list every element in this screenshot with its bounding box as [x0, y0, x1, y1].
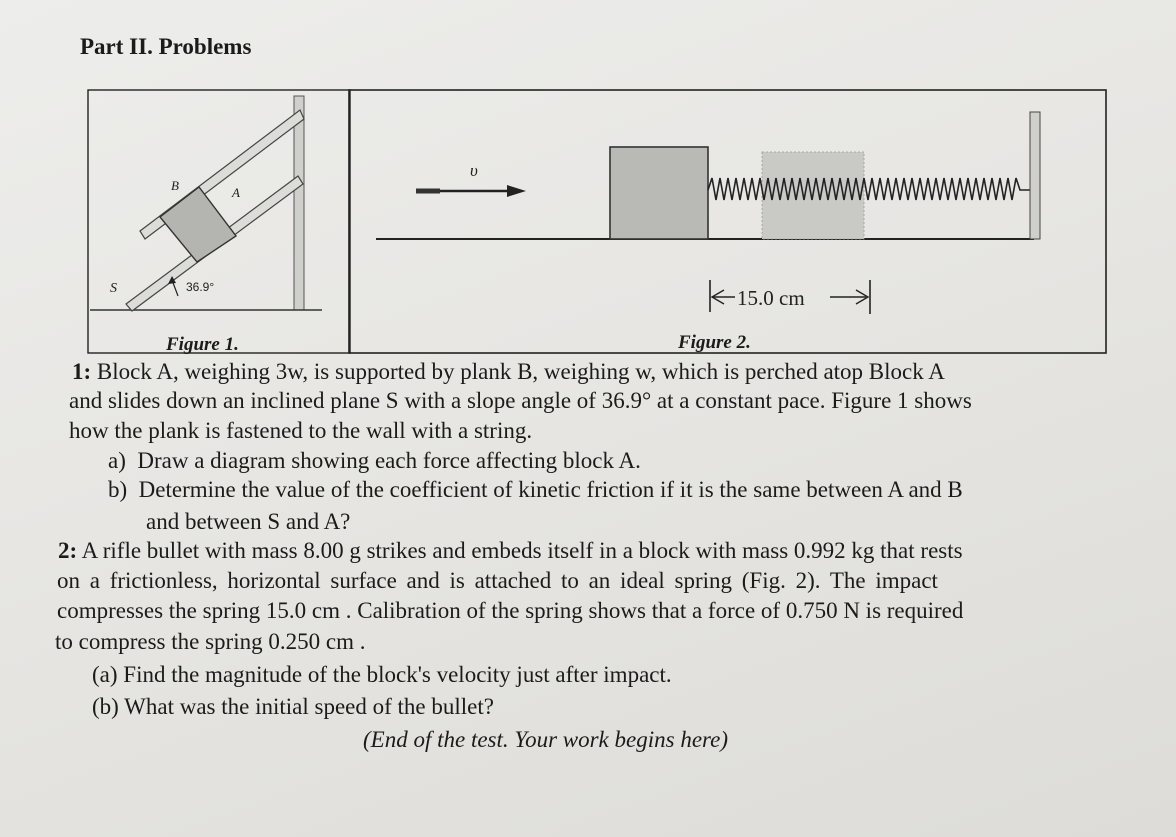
label-a: A: [232, 185, 240, 200]
block-a: [160, 187, 236, 262]
problem1-line3: how the plank is fastened to the wall with a string.: [69, 418, 533, 443]
angle-label: 36.9°: [186, 280, 215, 294]
end-note: (End of the test. Your work begins here): [363, 727, 728, 752]
problem2-part-a: (a) Find the magnitude of the block's velocity just after impact.: [92, 662, 672, 687]
spring: [708, 178, 1030, 200]
problem1-part-a: a) Draw a diagram showing each force affecting block A.: [108, 448, 641, 473]
problem1-line1: 1: Block A, weighing 3w, is supported by plank B, weighing w, which is perched atop Block A: [72, 359, 945, 384]
problem1-part-b-cont: and between S and A?: [146, 509, 351, 534]
section-heading: Part II. Problems: [80, 34, 252, 59]
wall: [294, 96, 304, 310]
figure1-caption: Figure 1.: [166, 334, 239, 355]
figure2-frame: [349, 90, 1106, 353]
target-block: [610, 147, 708, 239]
velocity-label: υ: [470, 161, 478, 180]
dimension-label: 15.0 cm: [737, 286, 805, 310]
problem2-part-b: (b) What was the initial speed of the bullet?: [92, 694, 494, 719]
problem1-line2: and slides down an inclined plane S with a slope angle of 36.9° at a constant pace. Figure 1 shows: [69, 388, 972, 413]
problem2-line2: on a frictionless, horizontal surface and is attached to an ideal spring (Fig. 2). The impact: [57, 568, 938, 593]
problem2-line3: compresses the spring 15.0 cm . Calibration of the spring shows that a force of 0.750 N is required: [57, 598, 964, 623]
figure2-caption: Figure 2.: [678, 332, 751, 353]
spring-wall: [1030, 112, 1040, 239]
label-s: S: [110, 281, 117, 296]
problem1-part-b: b) Determine the value of the coefficient of kinetic friction if it is the same between A and B: [108, 477, 963, 502]
figures-panel: [86, 88, 1116, 363]
problem2-line1: 2: A rifle bullet with mass 8.00 g strikes and embeds itself in a block with mass 0.992 kg that rests: [58, 538, 963, 563]
problem2-line4: to compress the spring 0.250 cm .: [55, 629, 366, 654]
label-b: B: [171, 178, 179, 193]
